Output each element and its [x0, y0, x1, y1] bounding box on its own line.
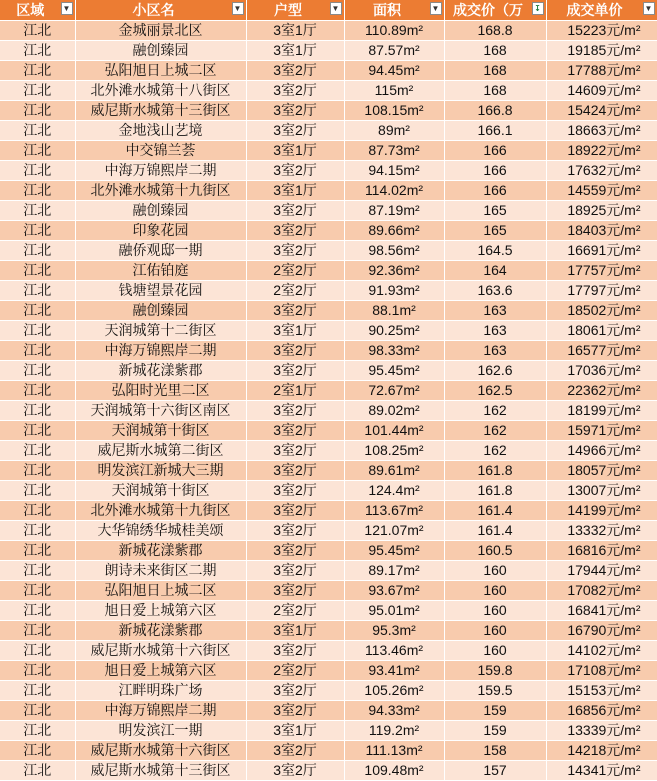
cell-price[interactable]: 160	[444, 561, 546, 581]
cell-area[interactable]: 江北	[0, 761, 75, 781]
cell-area[interactable]: 江北	[0, 721, 75, 741]
cell-type[interactable]: 3室1厅	[246, 141, 344, 161]
cell-size[interactable]: 119.2m²	[344, 721, 444, 741]
cell-price[interactable]: 161.8	[444, 481, 546, 501]
cell-name[interactable]: 弘阳时光里二区	[75, 381, 246, 401]
cell-name[interactable]: 钱塘望景花园	[75, 281, 246, 301]
cell-size[interactable]: 89.17m²	[344, 561, 444, 581]
cell-name[interactable]: 新城花漾紫郡	[75, 361, 246, 381]
cell-area[interactable]: 江北	[0, 281, 75, 301]
cell-type[interactable]: 3室2厅	[246, 561, 344, 581]
cell-type[interactable]: 3室2厅	[246, 541, 344, 561]
cell-unit[interactable]: 17108元/m²	[546, 661, 657, 681]
cell-price[interactable]: 160.5	[444, 541, 546, 561]
cell-area[interactable]: 江北	[0, 241, 75, 261]
cell-type[interactable]: 3室2厅	[246, 761, 344, 781]
cell-unit[interactable]: 14218元/m²	[546, 741, 657, 761]
table-row	[0, 321, 657, 341]
cell-area[interactable]: 江北	[0, 141, 75, 161]
cell-name[interactable]: 中交锦兰荟	[75, 141, 246, 161]
cell-unit[interactable]: 16816元/m²	[546, 541, 657, 561]
filter-active-icon[interactable]: ↧	[532, 2, 544, 15]
cell-area[interactable]: 江北	[0, 21, 75, 41]
cell-type[interactable]: 3室1厅	[246, 41, 344, 61]
cell-type[interactable]: 3室2厅	[246, 101, 344, 121]
table-row	[0, 361, 657, 381]
cell-size[interactable]: 90.25m²	[344, 321, 444, 341]
cell-price[interactable]: 164.5	[444, 241, 546, 261]
table-row	[0, 81, 657, 101]
table-row	[0, 61, 657, 81]
cell-type[interactable]: 3室1厅	[246, 721, 344, 741]
cell-size[interactable]: 93.67m²	[344, 581, 444, 601]
table-row	[0, 581, 657, 601]
table-row	[0, 501, 657, 521]
cell-area[interactable]: 江北	[0, 341, 75, 361]
cell-area[interactable]: 江北	[0, 361, 75, 381]
table-row	[0, 401, 657, 421]
cell-size[interactable]: 95.45m²	[344, 541, 444, 561]
cell-unit[interactable]: 17757元/m²	[546, 261, 657, 281]
table-row	[0, 341, 657, 361]
cell-size[interactable]: 105.26m²	[344, 681, 444, 701]
cell-name[interactable]: 明发滨江新城大三期	[75, 461, 246, 481]
cell-size[interactable]: 89.61m²	[344, 461, 444, 481]
cell-unit[interactable]: 13007元/m²	[546, 481, 657, 501]
cell-name[interactable]: 江畔明珠广场	[75, 681, 246, 701]
cell-unit[interactable]: 14559元/m²	[546, 181, 657, 201]
cell-price[interactable]: 166	[444, 181, 546, 201]
cell-name[interactable]: 中海万锦熙岸二期	[75, 161, 246, 181]
cell-name[interactable]: 融创臻园	[75, 201, 246, 221]
cell-price[interactable]: 168	[444, 61, 546, 81]
cell-price[interactable]: 163	[444, 301, 546, 321]
cell-price[interactable]: 161.4	[444, 501, 546, 521]
filter-dropdown-icon[interactable]: ▼	[232, 2, 244, 15]
table-row	[0, 481, 657, 501]
cell-area[interactable]: 江北	[0, 61, 75, 81]
column-header-label: 成交单价	[566, 2, 623, 18]
cell-size[interactable]: 101.44m²	[344, 421, 444, 441]
cell-type[interactable]: 3室2厅	[246, 461, 344, 481]
cell-price[interactable]: 159.8	[444, 661, 546, 681]
cell-price[interactable]: 168	[444, 81, 546, 101]
cell-price[interactable]: 165	[444, 221, 546, 241]
table-row	[0, 541, 657, 561]
cell-size[interactable]: 121.07m²	[344, 521, 444, 541]
cell-price[interactable]: 160	[444, 601, 546, 621]
cell-size[interactable]: 108.15m²	[344, 101, 444, 121]
cell-type[interactable]: 3室1厅	[246, 21, 344, 41]
column-header-name[interactable]	[75, 0, 246, 21]
cell-name[interactable]: 旭日爱上城第六区	[75, 661, 246, 681]
cell-unit[interactable]: 16577元/m²	[546, 341, 657, 361]
table-row	[0, 281, 657, 301]
cell-type[interactable]: 3室2厅	[246, 341, 344, 361]
cell-size[interactable]: 110.89m²	[344, 21, 444, 41]
cell-type[interactable]: 2室2厅	[246, 661, 344, 681]
cell-area[interactable]: 江北	[0, 41, 75, 61]
cell-area[interactable]: 江北	[0, 101, 75, 121]
cell-area[interactable]: 江北	[0, 181, 75, 201]
cell-price[interactable]: 162	[444, 441, 546, 461]
cell-size[interactable]: 93.41m²	[344, 661, 444, 681]
cell-price[interactable]: 163	[444, 321, 546, 341]
cell-area[interactable]: 江北	[0, 461, 75, 481]
cell-price[interactable]: 168	[444, 41, 546, 61]
cell-name[interactable]: 融创臻园	[75, 41, 246, 61]
cell-type[interactable]: 3室2厅	[246, 521, 344, 541]
table-row	[0, 621, 657, 641]
cell-price[interactable]: 160	[444, 581, 546, 601]
cell-name[interactable]: 弘阳旭日上城二区	[75, 581, 246, 601]
cell-type[interactable]: 3室2厅	[246, 581, 344, 601]
cell-size[interactable]: 89.02m²	[344, 401, 444, 421]
cell-price[interactable]: 162	[444, 421, 546, 441]
cell-name[interactable]: 金地浅山艺境	[75, 121, 246, 141]
cell-size[interactable]: 95.45m²	[344, 361, 444, 381]
cell-name[interactable]: 中海万锦熙岸二期	[75, 701, 246, 721]
cell-unit[interactable]: 14199元/m²	[546, 501, 657, 521]
table-row	[0, 421, 657, 441]
cell-type[interactable]: 3室2厅	[246, 161, 344, 181]
cell-size[interactable]: 98.33m²	[344, 341, 444, 361]
table-row	[0, 181, 657, 201]
cell-area[interactable]: 江北	[0, 681, 75, 701]
cell-size[interactable]: 109.48m²	[344, 761, 444, 781]
table-row	[0, 241, 657, 261]
cell-price[interactable]: 164	[444, 261, 546, 281]
column-header-label: 区域	[16, 2, 45, 18]
cell-unit[interactable]: 18663元/m²	[546, 121, 657, 141]
cell-type[interactable]: 2室2厅	[246, 601, 344, 621]
table-row	[0, 201, 657, 221]
cell-type[interactable]: 3室2厅	[246, 61, 344, 81]
column-header-size[interactable]	[344, 0, 444, 21]
column-header-label: 成交价（万	[453, 2, 523, 18]
cell-size[interactable]: 111.13m²	[344, 741, 444, 761]
cell-name[interactable]: 朗诗未来街区二期	[75, 561, 246, 581]
cell-size[interactable]: 91.93m²	[344, 281, 444, 301]
cell-area[interactable]: 江北	[0, 441, 75, 461]
cell-price[interactable]: 161.8	[444, 461, 546, 481]
table-row	[0, 41, 657, 61]
cell-unit[interactable]: 18922元/m²	[546, 141, 657, 161]
cell-unit[interactable]: 18403元/m²	[546, 221, 657, 241]
cell-name[interactable]: 江佑铂庭	[75, 261, 246, 281]
table-row	[0, 161, 657, 181]
cell-type[interactable]: 3室1厅	[246, 181, 344, 201]
cell-unit[interactable]: 16841元/m²	[546, 601, 657, 621]
cell-unit[interactable]: 17082元/m²	[546, 581, 657, 601]
cell-name[interactable]: 新城花漾紫郡	[75, 541, 246, 561]
cell-size[interactable]: 87.57m²	[344, 41, 444, 61]
table-row	[0, 121, 657, 141]
table-body	[0, 21, 657, 781]
cell-type[interactable]: 3室2厅	[246, 201, 344, 221]
cell-area[interactable]: 江北	[0, 481, 75, 501]
cell-type[interactable]: 2室2厅	[246, 261, 344, 281]
cell-price[interactable]: 159	[444, 721, 546, 741]
table-row	[0, 301, 657, 321]
cell-price[interactable]: 159.5	[444, 681, 546, 701]
cell-size[interactable]: 108.25m²	[344, 441, 444, 461]
cell-size[interactable]: 124.4m²	[344, 481, 444, 501]
cell-price[interactable]: 165	[444, 201, 546, 221]
table-row	[0, 681, 657, 701]
cell-area[interactable]: 江北	[0, 421, 75, 441]
cell-area[interactable]: 江北	[0, 541, 75, 561]
cell-size[interactable]: 92.36m²	[344, 261, 444, 281]
cell-price[interactable]: 161.4	[444, 521, 546, 541]
column-header-type[interactable]	[246, 0, 344, 21]
cell-name[interactable]: 天润城第十二街区	[75, 321, 246, 341]
cell-size[interactable]: 89.66m²	[344, 221, 444, 241]
cell-name[interactable]: 北外滩水城第十八街区	[75, 81, 246, 101]
table-row	[0, 461, 657, 481]
cell-unit[interactable]: 16856元/m²	[546, 701, 657, 721]
cell-unit[interactable]: 18057元/m²	[546, 461, 657, 481]
cell-area[interactable]: 江北	[0, 581, 75, 601]
cell-price[interactable]: 160	[444, 641, 546, 661]
cell-unit[interactable]: 18925元/m²	[546, 201, 657, 221]
cell-name[interactable]: 金城丽景北区	[75, 21, 246, 41]
cell-unit[interactable]: 14966元/m²	[546, 441, 657, 461]
cell-type[interactable]: 3室1厅	[246, 621, 344, 641]
cell-name[interactable]: 弘阳旭日上城二区	[75, 61, 246, 81]
column-header-area[interactable]	[0, 0, 75, 21]
cell-size[interactable]: 72.67m²	[344, 381, 444, 401]
cell-area[interactable]: 江北	[0, 161, 75, 181]
cell-size[interactable]: 98.56m²	[344, 241, 444, 261]
table-row	[0, 21, 657, 41]
column-header-label: 小区名	[132, 2, 175, 18]
cell-name[interactable]: 威尼斯水城第十三街区	[75, 761, 246, 781]
cell-area[interactable]: 江北	[0, 221, 75, 241]
cell-price[interactable]: 160	[444, 621, 546, 641]
cell-size[interactable]: 95.01m²	[344, 601, 444, 621]
cell-name[interactable]: 新城花漾紫郡	[75, 621, 246, 641]
cell-name[interactable]: 明发滨江一期	[75, 721, 246, 741]
cell-unit[interactable]: 14102元/m²	[546, 641, 657, 661]
cell-area[interactable]: 江北	[0, 521, 75, 541]
cell-type[interactable]: 3室2厅	[246, 121, 344, 141]
cell-area[interactable]: 江北	[0, 401, 75, 421]
filter-dropdown-icon[interactable]: ▼	[430, 2, 442, 15]
table-row	[0, 741, 657, 761]
cell-unit[interactable]: 15153元/m²	[546, 681, 657, 701]
cell-type[interactable]: 3室2厅	[246, 401, 344, 421]
cell-price[interactable]: 162	[444, 401, 546, 421]
cell-price[interactable]: 159	[444, 701, 546, 721]
cell-name[interactable]: 威尼斯水城第二街区	[75, 441, 246, 461]
cell-name[interactable]: 北外滩水城第十九街区	[75, 181, 246, 201]
cell-price[interactable]: 163.6	[444, 281, 546, 301]
cell-size[interactable]: 114.02m²	[344, 181, 444, 201]
cell-size[interactable]: 94.15m²	[344, 161, 444, 181]
column-header-price[interactable]	[444, 0, 546, 21]
cell-unit[interactable]: 18199元/m²	[546, 401, 657, 421]
cell-name[interactable]: 威尼斯水城第十六街区	[75, 741, 246, 761]
cell-type[interactable]: 3室2厅	[246, 681, 344, 701]
cell-type[interactable]: 3室2厅	[246, 81, 344, 101]
header-row	[0, 0, 657, 21]
cell-area[interactable]: 江北	[0, 301, 75, 321]
column-header-label: 面积	[373, 2, 401, 18]
cell-name[interactable]: 威尼斯水城第十三街区	[75, 101, 246, 121]
cell-price[interactable]: 163	[444, 341, 546, 361]
cell-unit[interactable]: 19185元/m²	[546, 41, 657, 61]
cell-price[interactable]: 168.8	[444, 21, 546, 41]
cell-area[interactable]: 江北	[0, 201, 75, 221]
cell-type[interactable]: 3室2厅	[246, 441, 344, 461]
cell-unit[interactable]: 17797元/m²	[546, 281, 657, 301]
cell-price[interactable]: 166.1	[444, 121, 546, 141]
cell-unit[interactable]: 18061元/m²	[546, 321, 657, 341]
cell-price[interactable]: 158	[444, 741, 546, 761]
cell-price[interactable]: 157	[444, 761, 546, 781]
cell-unit[interactable]: 22362元/m²	[546, 381, 657, 401]
cell-type[interactable]: 3室2厅	[246, 361, 344, 381]
table-row	[0, 701, 657, 721]
cell-unit[interactable]: 17632元/m²	[546, 161, 657, 181]
cell-area[interactable]: 江北	[0, 641, 75, 661]
table-row	[0, 601, 657, 621]
cell-size[interactable]: 88.1m²	[344, 301, 444, 321]
cell-area[interactable]: 江北	[0, 381, 75, 401]
cell-size[interactable]: 87.73m²	[344, 141, 444, 161]
cell-name[interactable]: 融创臻园	[75, 301, 246, 321]
cell-type[interactable]: 3室2厅	[246, 221, 344, 241]
table-row	[0, 561, 657, 581]
cell-unit[interactable]: 13339元/m²	[546, 721, 657, 741]
cell-area[interactable]: 江北	[0, 261, 75, 281]
cell-name[interactable]: 天润城第十街区	[75, 481, 246, 501]
cell-size[interactable]: 87.19m²	[344, 201, 444, 221]
cell-area[interactable]: 江北	[0, 321, 75, 341]
cell-area[interactable]: 江北	[0, 621, 75, 641]
table-row	[0, 381, 657, 401]
cell-name[interactable]: 印象花园	[75, 221, 246, 241]
column-header-unit[interactable]	[546, 0, 657, 21]
cell-size[interactable]: 94.33m²	[344, 701, 444, 721]
cell-name[interactable]: 北外滩水城第十九街区	[75, 501, 246, 521]
cell-price[interactable]: 162.5	[444, 381, 546, 401]
cell-price[interactable]: 166.8	[444, 101, 546, 121]
cell-type[interactable]: 2室1厅	[246, 381, 344, 401]
cell-size[interactable]: 113.46m²	[344, 641, 444, 661]
cell-name[interactable]: 旭日爱上城第六区	[75, 601, 246, 621]
cell-unit[interactable]: 15424元/m²	[546, 101, 657, 121]
cell-area[interactable]: 江北	[0, 701, 75, 721]
cell-unit[interactable]: 14341元/m²	[546, 761, 657, 781]
cell-price[interactable]: 162.6	[444, 361, 546, 381]
cell-type[interactable]: 2室2厅	[246, 281, 344, 301]
table-row	[0, 101, 657, 121]
cell-type[interactable]: 3室1厅	[246, 321, 344, 341]
cell-unit[interactable]: 17036元/m²	[546, 361, 657, 381]
cell-unit[interactable]: 17944元/m²	[546, 561, 657, 581]
cell-type[interactable]: 3室2厅	[246, 301, 344, 321]
cell-type[interactable]: 3室2厅	[246, 481, 344, 501]
cell-price[interactable]: 166	[444, 161, 546, 181]
table-row	[0, 441, 657, 461]
cell-area[interactable]: 江北	[0, 601, 75, 621]
filter-dropdown-icon[interactable]: ▼	[61, 2, 73, 15]
cell-type[interactable]: 3室2厅	[246, 701, 344, 721]
cell-area[interactable]: 江北	[0, 741, 75, 761]
column-header-label: 户型	[274, 2, 302, 18]
cell-type[interactable]: 3室2厅	[246, 641, 344, 661]
cell-unit[interactable]: 15971元/m²	[546, 421, 657, 441]
table-row	[0, 221, 657, 241]
cell-size[interactable]: 115m²	[344, 81, 444, 101]
cell-price[interactable]: 166	[444, 141, 546, 161]
cell-type[interactable]: 3室2厅	[246, 421, 344, 441]
cell-name[interactable]: 融侨观邸一期	[75, 241, 246, 261]
cell-area[interactable]: 江北	[0, 81, 75, 101]
cell-type[interactable]: 3室2厅	[246, 741, 344, 761]
cell-type[interactable]: 3室2厅	[246, 241, 344, 261]
cell-unit[interactable]: 13332元/m²	[546, 521, 657, 541]
filter-dropdown-icon[interactable]: ▼	[643, 2, 655, 15]
cell-unit[interactable]: 14609元/m²	[546, 81, 657, 101]
cell-name[interactable]: 天润城第十街区	[75, 421, 246, 441]
cell-unit[interactable]: 15223元/m²	[546, 21, 657, 41]
cell-area[interactable]: 江北	[0, 501, 75, 521]
cell-unit[interactable]: 18502元/m²	[546, 301, 657, 321]
cell-area[interactable]: 江北	[0, 121, 75, 141]
cell-name[interactable]: 天润城第十六街区南区	[75, 401, 246, 421]
cell-name[interactable]: 威尼斯水城第十六街区	[75, 641, 246, 661]
cell-unit[interactable]: 17788元/m²	[546, 61, 657, 81]
table-row	[0, 721, 657, 741]
cell-size[interactable]: 113.67m²	[344, 501, 444, 521]
filter-dropdown-icon[interactable]: ▼	[330, 2, 342, 15]
cell-name[interactable]: 大华锦绣华城桂美颂	[75, 521, 246, 541]
cell-size[interactable]: 94.45m²	[344, 61, 444, 81]
cell-unit[interactable]: 16790元/m²	[546, 621, 657, 641]
table-row	[0, 521, 657, 541]
table-row	[0, 261, 657, 281]
table-row	[0, 641, 657, 661]
cell-size[interactable]: 95.3m²	[344, 621, 444, 641]
cell-name[interactable]: 中海万锦熙岸二期	[75, 341, 246, 361]
cell-size[interactable]: 89m²	[344, 121, 444, 141]
cell-area[interactable]: 江北	[0, 661, 75, 681]
cell-area[interactable]: 江北	[0, 561, 75, 581]
table-row	[0, 661, 657, 681]
cell-type[interactable]: 3室2厅	[246, 501, 344, 521]
table-row	[0, 141, 657, 161]
cell-unit[interactable]: 16691元/m²	[546, 241, 657, 261]
